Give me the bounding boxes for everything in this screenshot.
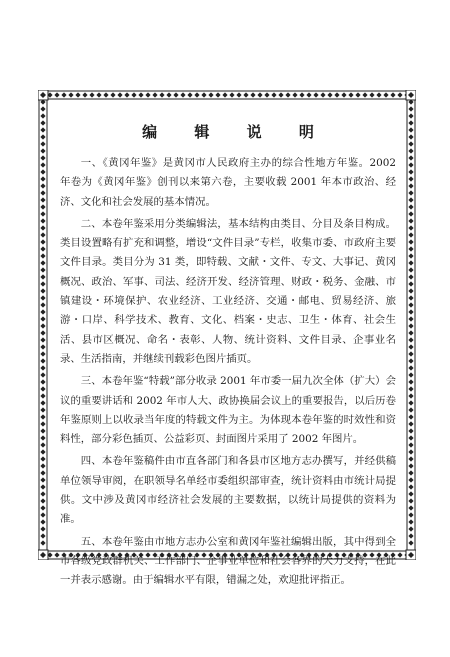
paragraph-3: 三、本卷年鉴“特载”部分收录 2001 年市委一届九次全体（扩大）会议的重要讲话和 2002 年市人大、政协换届会议上的重要报告，以后历卷年鉴原则上以收录当年度的特载文件为主。为体现本卷年鉴的时效性和资料性，部分彩色插页、公益彩页、封面图片采用了 2002 年图片。 xyxy=(60,375,396,446)
paragraph-1: 一、《黄冈年鉴》是黄冈市人民政府主办的综合性地方年鉴。2002 年卷为《黄冈年鉴》创刊以来第六卷，主要收载 2001 年本市政治、经济、文化和社会发展的基本情况。 xyxy=(60,157,396,208)
document-body xyxy=(60,122,396,594)
page-title: 编 辑 说 明 xyxy=(142,123,330,141)
paragraph-4: 四、本卷年鉴稿件由市直各部门和各县市区地方志办撰写，并经供稿单位领导审阅，在职领导名单经市委组织部审查，统计资料由市统计局提供。文中涉及黄冈市经济社会发展的主要数据，以统计局提供的资料为准。 xyxy=(60,455,396,526)
paragraph-5: 五、本卷年鉴由市地方志办公室和黄冈年鉴社编辑出版，其中得到全市各级党政群机关、工作部门、企事业单位和社会各界的大力支持，在此一并表示感谢。由于编辑水平有限，错漏之处，欢迎批评指正。 xyxy=(60,535,396,587)
paragraph-2: 二、本卷年鉴采用分类编辑法，基本结构由类目、分目及条目构成。类目设置略有扩充和调整，增设“文件目录”专栏，收集市委、市政府主要文件目录。类目分为 31 类，即特载、文献・文件、专文、大事记、黄冈概况、政治、军事、司法、经济开发、经济管理、财政・税务、金融、市镇建设・环境保护、农业经济、工业经济、交通・邮电、贸易经济、旅游・口岸、科学技术、教育、文化、档案・史志、卫生・体育、社会生活、县市区概况、命名・表彰、人物、统计资料、文件目录、企事业名录、生活指南，并继续刊载彩色图片插页。 xyxy=(60,217,396,365)
